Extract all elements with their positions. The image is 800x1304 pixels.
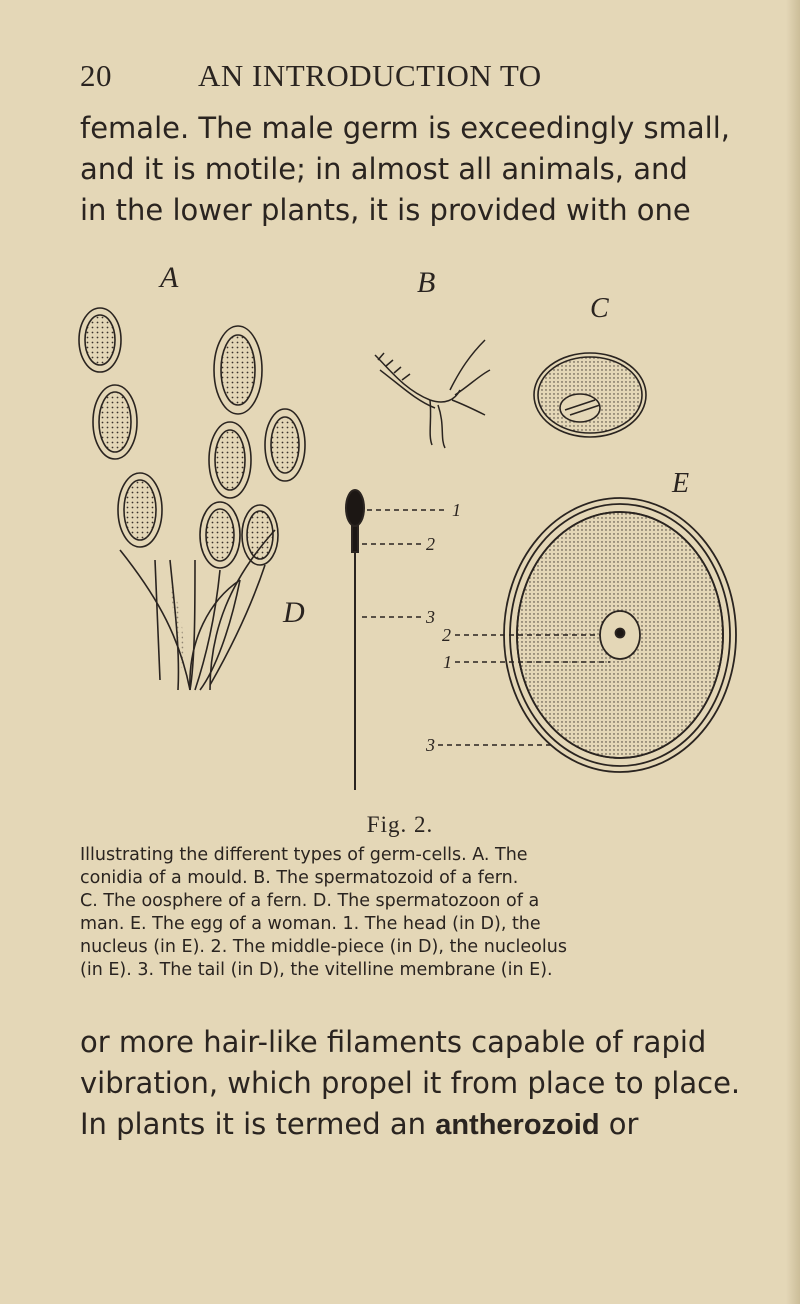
page-number: 20 — [80, 58, 112, 93]
caption-line: C. The oosphere of a fern. D. The spermatozoon of a — [80, 891, 540, 911]
label-e-2: 2 — [442, 625, 451, 645]
term-antherozoid: antherozoid — [435, 1109, 600, 1141]
label-d: D — [283, 596, 305, 629]
text-line: or more hair-like filaments capable of rapid — [80, 1025, 707, 1059]
text-line: and it is motile; in almost all animals, and — [80, 152, 688, 186]
text-line: in the lower plants, it is provided with one — [80, 193, 691, 227]
figure-title: Fig. 2. — [366, 812, 434, 837]
caption-line: Illustrating the different types of germ-cells. A. The — [80, 845, 528, 865]
label-d-1: 1 — [452, 500, 461, 520]
figure-c-oosphere — [534, 353, 646, 437]
page-edge — [786, 0, 800, 1304]
label-b: B — [417, 266, 436, 299]
text-fragment: In plants it is termed an — [80, 1107, 426, 1141]
figure-caption — [80, 844, 730, 982]
label-d-2: 2 — [426, 534, 435, 554]
label-a: A — [160, 261, 179, 294]
caption-line: nucleus (in E). 2. The middle-piece (in D), the nucleolus — [80, 937, 567, 957]
label-e-1: 1 — [443, 652, 452, 672]
caption-line: conidia of a mould. B. The spermatozoid of a fern. — [80, 868, 519, 888]
caption-line: man. E. The egg of a woman. 1. The head (in D), the — [80, 914, 541, 934]
figure-a-conidia — [79, 308, 305, 690]
text-line-last — [80, 1104, 730, 1146]
text-line: vibration, which propel it from place to place. — [80, 1066, 741, 1100]
label-e-3: 3 — [426, 735, 435, 755]
figure-germ-cells — [60, 260, 740, 820]
label-e: E — [672, 468, 690, 499]
label-d-3: 3 — [426, 607, 435, 627]
figure-e-egg — [438, 498, 736, 772]
figure-b-spermatozoid — [375, 340, 490, 448]
text-fragment: or — [608, 1107, 639, 1141]
text-line: female. The male germ is exceedingly small, — [80, 111, 730, 145]
running-title: AN INTRODUCTION TO — [198, 58, 542, 93]
caption-line: (in E). 3. The tail (in D), the vitelline membrane (in E). — [80, 960, 553, 980]
label-c: C — [590, 293, 609, 324]
paragraph-top — [80, 108, 730, 231]
paragraph-bottom — [80, 1022, 741, 1146]
